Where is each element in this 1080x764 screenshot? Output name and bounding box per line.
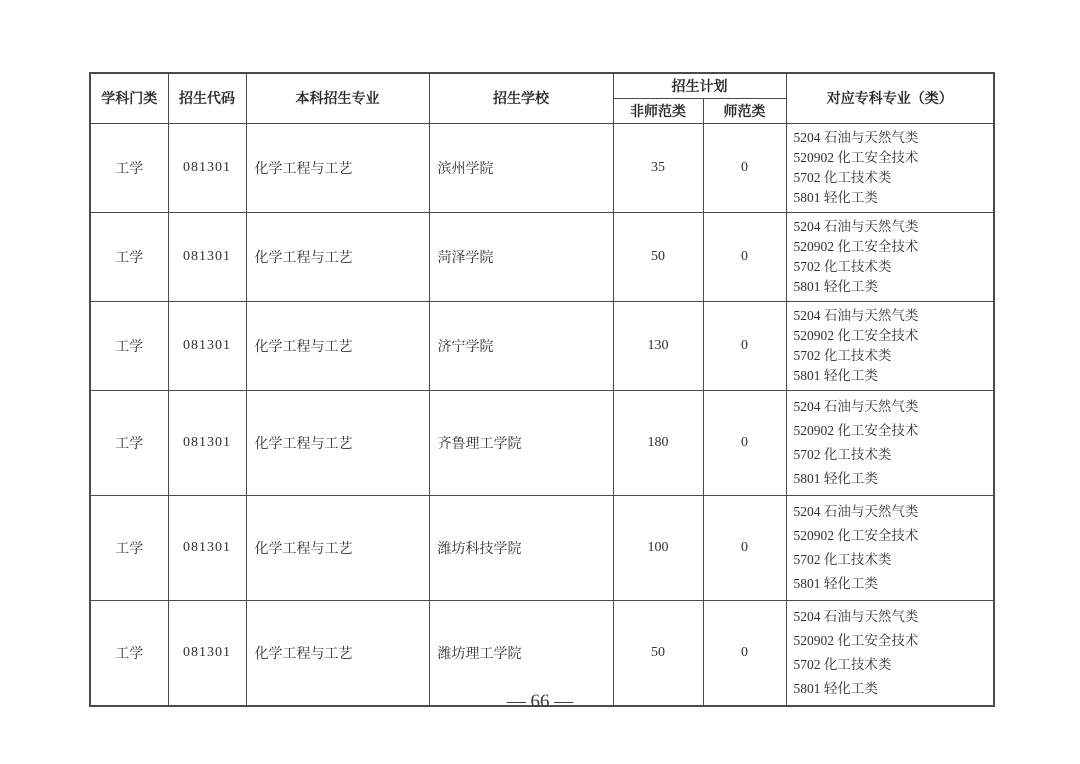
header-undergrad-major: 本科招生专业 xyxy=(246,73,429,123)
cell-school: 滨州学院 xyxy=(429,123,613,212)
header-corresponding-specialties: 对应专科专业（类） xyxy=(786,73,994,123)
cell-normal-count: 0 xyxy=(703,390,786,495)
cell-major: 化学工程与工艺 xyxy=(246,600,429,706)
cell-school: 潍坊理工学院 xyxy=(429,600,613,706)
specialty-line: 5204 石油与天然气类 xyxy=(793,398,919,414)
cell-normal-count: 0 xyxy=(703,301,786,390)
cell-category: 工学 xyxy=(90,495,168,600)
specialty-line: 5801 轻化工类 xyxy=(793,680,878,696)
cell-normal-count: 0 xyxy=(703,600,786,706)
cell-school: 潍坊科技学院 xyxy=(429,495,613,600)
cell-non-normal-count: 130 xyxy=(613,301,703,390)
cell-major: 化学工程与工艺 xyxy=(246,495,429,600)
cell-category: 工学 xyxy=(90,123,168,212)
cell-code: 081301 xyxy=(168,600,246,706)
cell-non-normal-count: 100 xyxy=(613,495,703,600)
table-row xyxy=(90,495,994,600)
specialty-line: 5702 化工技术类 xyxy=(793,446,892,462)
specialty-line: 520902 化工安全技术 xyxy=(793,632,919,648)
cell-normal-count: 0 xyxy=(703,123,786,212)
table-row xyxy=(90,301,994,390)
table-row xyxy=(90,123,994,212)
cell-specialties xyxy=(786,390,994,495)
cell-specialties xyxy=(786,301,994,390)
header-normal: 师范类 xyxy=(703,98,786,123)
specialty-line: 520902 化工安全技术 xyxy=(793,149,919,165)
cell-normal-count: 0 xyxy=(703,495,786,600)
table-header-row-1 xyxy=(90,73,994,98)
cell-non-normal-count: 50 xyxy=(613,212,703,301)
specialty-line: 5204 石油与天然气类 xyxy=(793,608,919,624)
specialty-line: 520902 化工安全技术 xyxy=(793,527,919,543)
cell-specialties xyxy=(786,495,994,600)
specialty-line: 5702 化工技术类 xyxy=(793,169,892,185)
cell-category: 工学 xyxy=(90,600,168,706)
specialty-line: 5204 石油与天然气类 xyxy=(793,503,919,519)
specialty-line: 5702 化工技术类 xyxy=(793,656,892,672)
specialty-line: 5702 化工技术类 xyxy=(793,551,892,567)
specialty-line: 520902 化工安全技术 xyxy=(793,422,919,438)
specialty-line: 5702 化工技术类 xyxy=(793,347,892,363)
cell-school: 济宁学院 xyxy=(429,301,613,390)
cell-major: 化学工程与工艺 xyxy=(246,123,429,212)
header-enroll-plan-group: 招生计划 xyxy=(613,73,786,98)
cell-specialties xyxy=(786,212,994,301)
specialty-line: 5801 轻化工类 xyxy=(793,367,878,383)
header-enroll-code: 招生代码 xyxy=(168,73,246,123)
specialty-line: 5801 轻化工类 xyxy=(793,575,878,591)
specialty-line: 520902 化工安全技术 xyxy=(793,327,919,343)
cell-major: 化学工程与工艺 xyxy=(246,390,429,495)
cell-code: 081301 xyxy=(168,495,246,600)
cell-code: 081301 xyxy=(168,301,246,390)
cell-major: 化学工程与工艺 xyxy=(246,301,429,390)
cell-code: 081301 xyxy=(168,390,246,495)
enrollment-plan-table xyxy=(89,72,995,707)
cell-major: 化学工程与工艺 xyxy=(246,212,429,301)
specialty-line: 5801 轻化工类 xyxy=(793,278,878,294)
table-row xyxy=(90,600,994,706)
cell-code: 081301 xyxy=(168,123,246,212)
specialty-line: 5801 轻化工类 xyxy=(793,189,878,205)
specialty-line: 5204 石油与天然气类 xyxy=(793,307,919,323)
cell-non-normal-count: 50 xyxy=(613,600,703,706)
header-enroll-school: 招生学校 xyxy=(429,73,613,123)
cell-code: 081301 xyxy=(168,212,246,301)
header-subject-category: 学科门类 xyxy=(90,73,168,123)
cell-normal-count: 0 xyxy=(703,212,786,301)
cell-category: 工学 xyxy=(90,301,168,390)
table-row xyxy=(90,390,994,495)
table-row xyxy=(90,212,994,301)
specialty-line: 5204 石油与天然气类 xyxy=(793,218,919,234)
cell-specialties xyxy=(786,123,994,212)
specialty-line: 5702 化工技术类 xyxy=(793,258,892,274)
specialty-line: 5801 轻化工类 xyxy=(793,470,878,486)
cell-category: 工学 xyxy=(90,212,168,301)
cell-school: 菏泽学院 xyxy=(429,212,613,301)
header-non-normal: 非师范类 xyxy=(613,98,703,123)
cell-category: 工学 xyxy=(90,390,168,495)
specialty-line: 520902 化工安全技术 xyxy=(793,238,919,254)
cell-non-normal-count: 35 xyxy=(613,123,703,212)
cell-non-normal-count: 180 xyxy=(613,390,703,495)
cell-school: 齐鲁理工学院 xyxy=(429,390,613,495)
specialty-line: 5204 石油与天然气类 xyxy=(793,129,919,145)
cell-specialties xyxy=(786,600,994,706)
page-number: — 66 — xyxy=(506,691,574,712)
